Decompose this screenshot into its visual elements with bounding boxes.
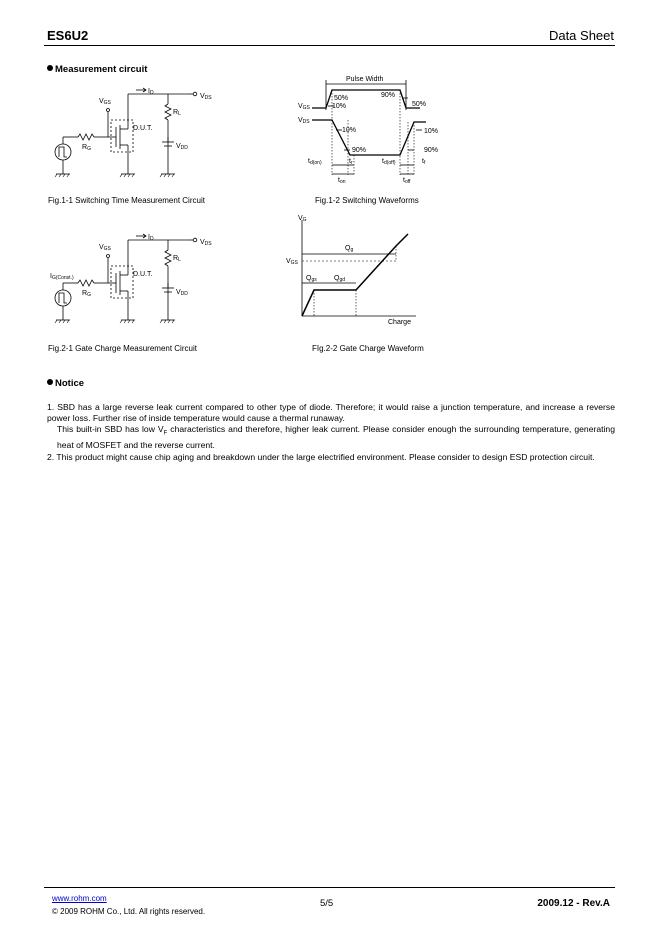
qg-label: Qg	[345, 245, 354, 253]
pulse-width-label: Pulse Width	[346, 76, 384, 83]
notice-heading: Notice	[47, 378, 84, 389]
fig1-1-caption: Fig.1-1 Switching Time Measurement Circuit	[48, 196, 205, 205]
tr-label: tr	[349, 158, 353, 166]
pct-50-b: 50%	[412, 101, 427, 108]
switching-time-circuit	[48, 82, 228, 187]
pct-90-a: 90%	[381, 92, 396, 99]
vds-wave-label: VDS	[298, 117, 310, 125]
pct-90-c: 90%	[424, 147, 439, 154]
part-number: ES6U2	[47, 28, 89, 43]
dut-label: D.U.T.	[133, 125, 153, 132]
gate-charge-waveform	[284, 212, 424, 330]
pct-50-a: 50%	[334, 95, 349, 102]
copyright: © 2009 ROHM Co., Ltd. All rights reserved.	[52, 907, 206, 916]
pct-90-b: 90%	[352, 147, 367, 154]
ton-label: ton	[338, 177, 346, 185]
vdd-label: VDD	[176, 143, 188, 151]
gate-charge-circuit	[48, 228, 228, 333]
doc-type: Data Sheet	[548, 28, 614, 43]
ig-label: IG(Const.)	[50, 273, 74, 281]
rl-label: RL	[173, 109, 181, 117]
rg-label: RG	[82, 144, 91, 152]
fig2-1-caption: Fig.2-1 Gate Charge Measurement Circuit	[48, 344, 197, 353]
vg-label: VG	[298, 215, 307, 223]
notice-item-2: 2. This product might cause chip aging and breakdown under the large electrified environment. Please consider to design ESD protection circuit.	[47, 451, 595, 462]
qgd-label: Qgd	[334, 275, 346, 283]
vgs-axis-label: VGS	[286, 258, 298, 266]
tdon-label: td(on)	[308, 158, 322, 166]
vds-label-2: VDS	[200, 239, 212, 247]
vdd-label-2: VDD	[176, 289, 188, 297]
toff-label: toff	[403, 177, 411, 185]
revision: 2009.12 - Rev.A	[537, 898, 610, 909]
header-rule	[44, 45, 615, 46]
rl-label-2: RL	[173, 255, 181, 263]
rg-label-2: RG	[82, 290, 91, 298]
fig2-2-caption: FIg.2-2 Gate Charge Waveform	[312, 344, 424, 353]
tf-label: tf	[422, 158, 426, 166]
id-label: ID	[148, 88, 154, 96]
notice-item-1-detail: This built-in SBD has low $V_F$ characteristics and therefore, higher leak current. Please consider enough the surrounding temperature, generating heat of MOSFET and the reverse current.	[57, 424, 615, 451]
measurement-heading: Measurement circuit	[47, 64, 147, 75]
bullet-icon	[47, 65, 53, 71]
footer-rule	[44, 887, 615, 888]
dut-label-2: D.U.T.	[133, 271, 153, 278]
pct-10-b: 10%	[342, 127, 357, 134]
vds-label: VDS	[200, 93, 212, 101]
vgs-label-2: VGS	[99, 244, 111, 252]
rohm-link[interactable]: www.rohm.com	[52, 894, 107, 903]
vgs-label: VGS	[99, 98, 111, 106]
notice-item-1: 1. SBD has a large reverse leak current compared to other type of diode. Therefore; it would raise a junction temperature, and increase a reverse power loss. Further rise of inside temperature would cause a thermal runaway.	[47, 402, 615, 424]
notice-body	[47, 402, 615, 463]
pct-10-a: 10%	[332, 103, 347, 110]
qgs-label: Qgs	[306, 275, 317, 283]
id-label-2: ID	[148, 234, 154, 242]
pct-10-c: 10%	[424, 128, 439, 135]
page-number: 5/5	[320, 898, 334, 909]
charge-axis-label: Charge	[388, 319, 411, 326]
bullet-icon	[47, 379, 53, 385]
switching-waveforms	[296, 70, 446, 185]
vgs-wave-label: VGS	[298, 103, 310, 111]
fig1-2-caption: Fig.1-2 Switching Waveforms	[315, 196, 419, 205]
tdoff-label: td(off)	[382, 158, 396, 166]
